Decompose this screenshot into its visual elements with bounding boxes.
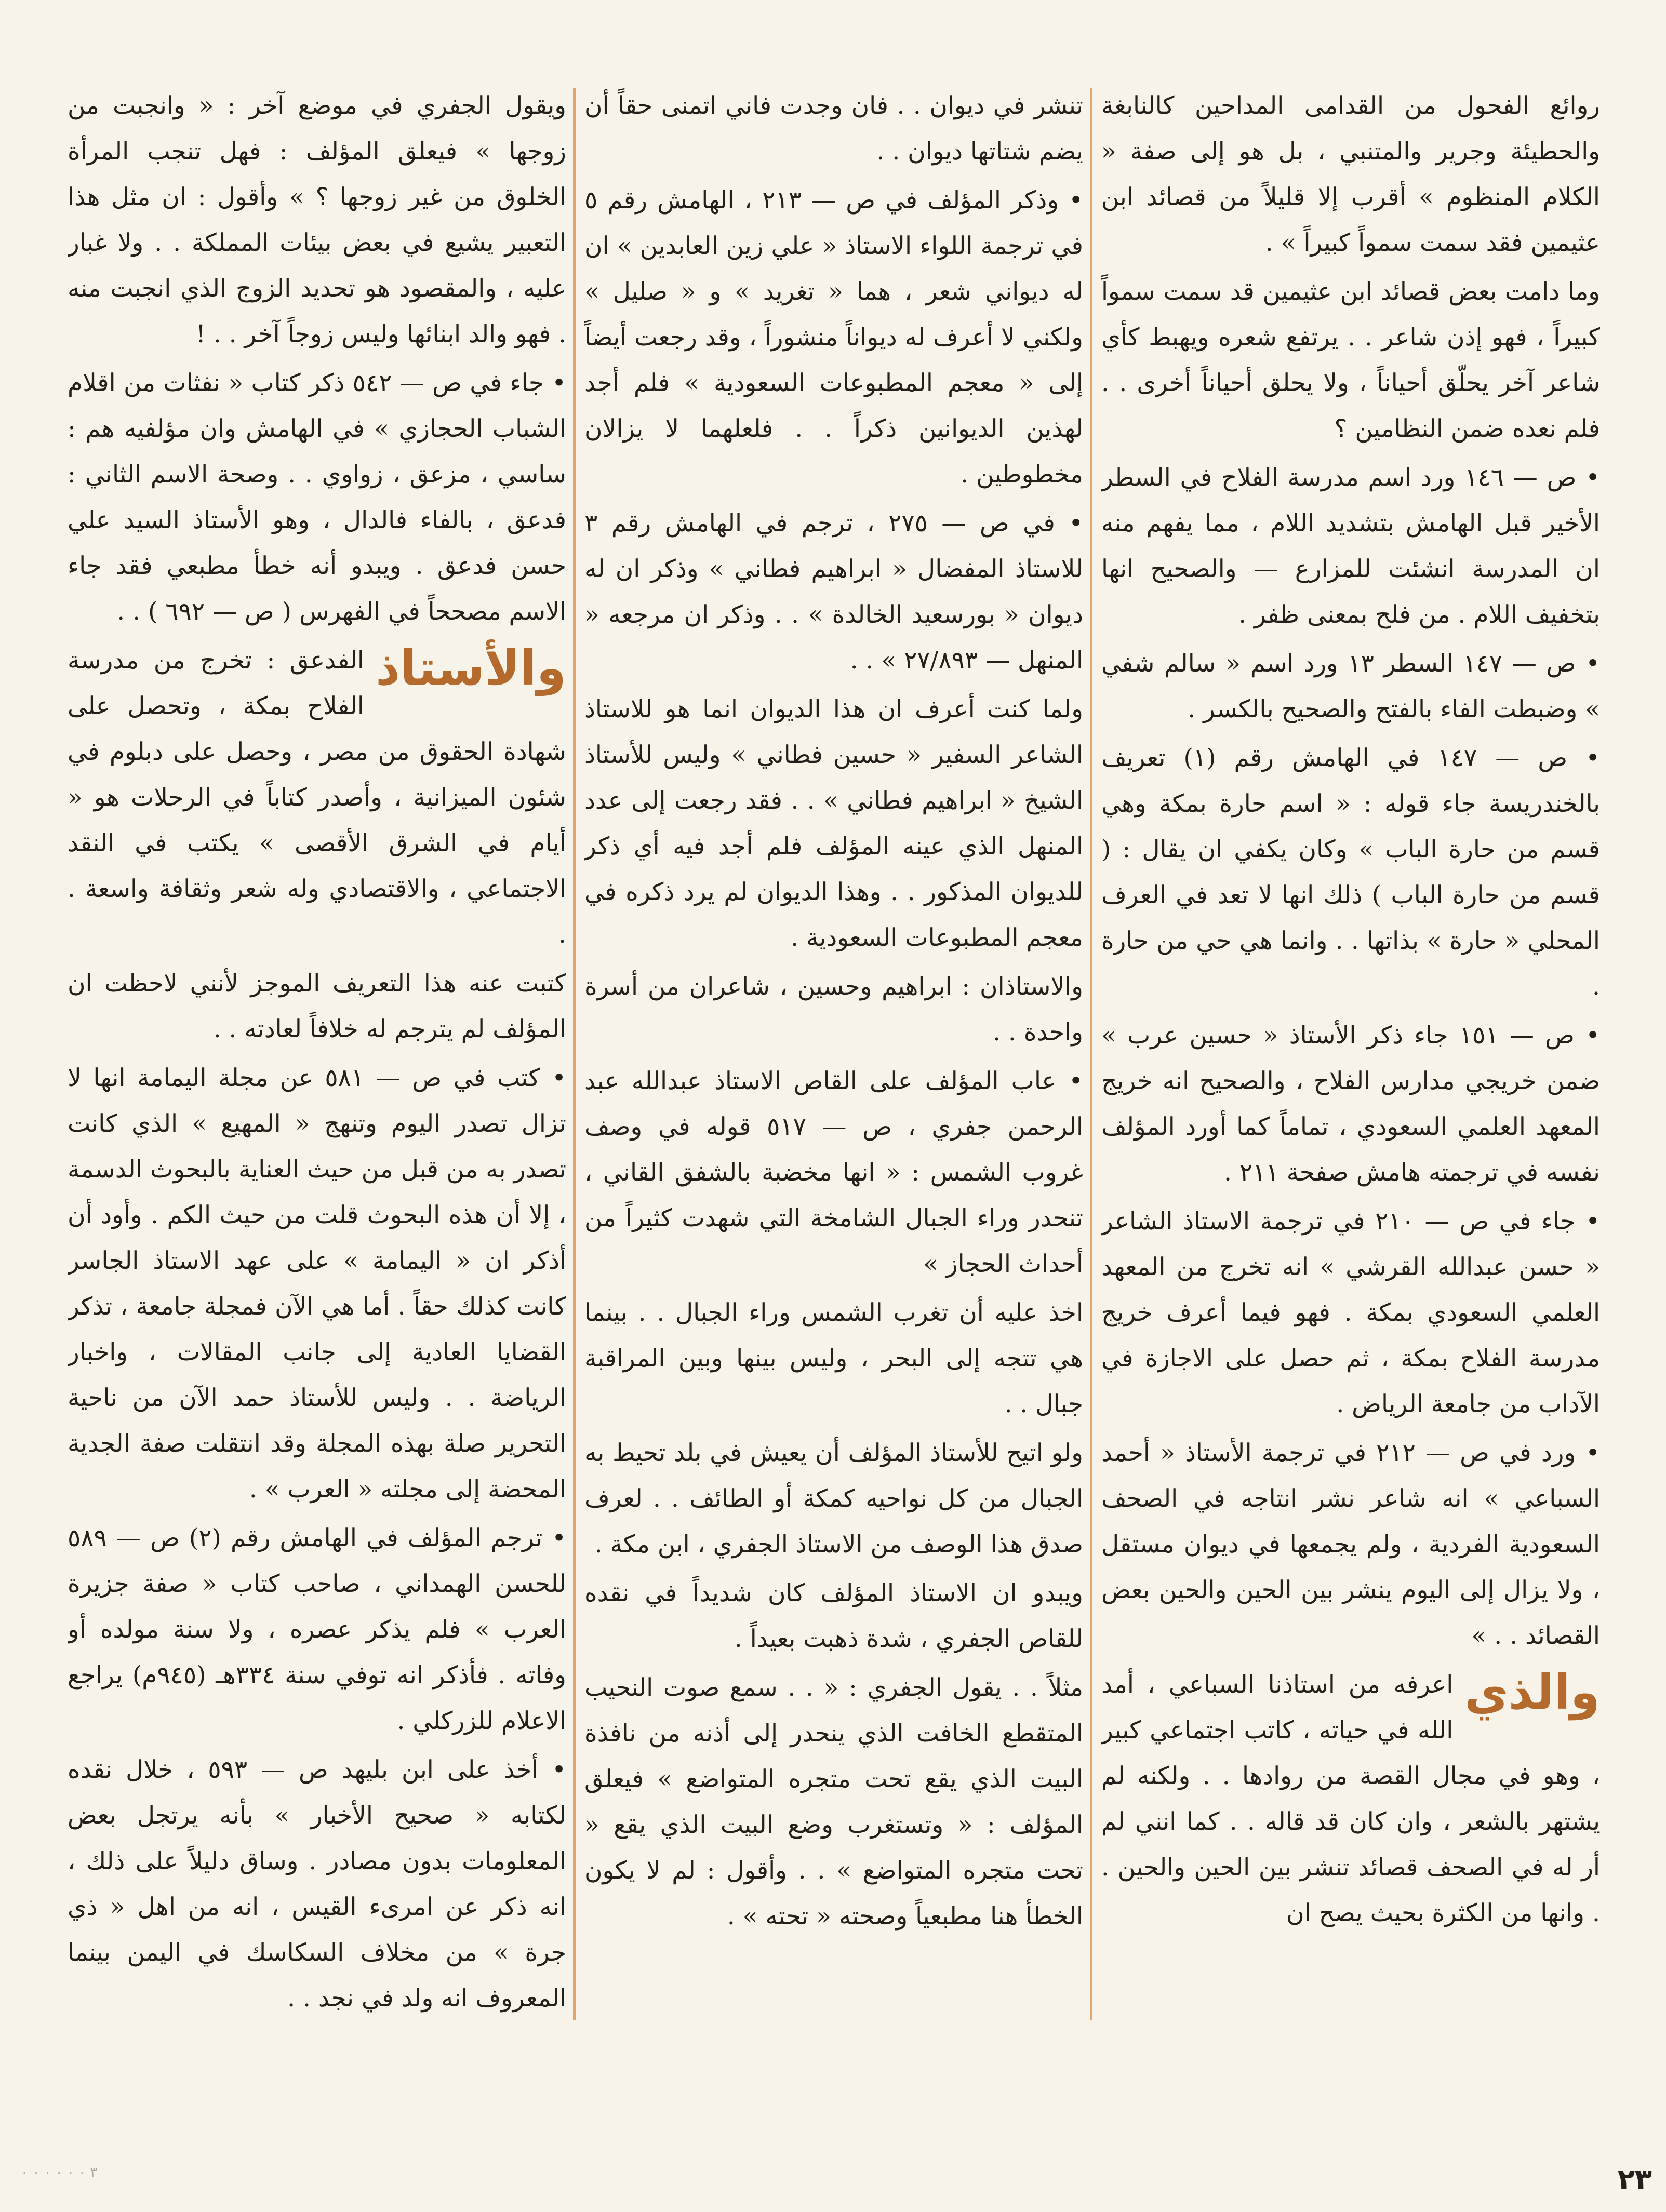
paragraph: • عاب المؤلف على القاص الاستاذ عبدالله عبد الرحمن جفري ، ص — ٥١٧ قوله في وصف غروب الشمس : « انها مخضبة بالشفق القاني ، تنحدر وراء الجبال الشامخة التي شهدت كثيراً من أحداث الحجاز » xyxy=(584,1067,1083,1278)
column-middle xyxy=(584,83,1083,2026)
paragraph: تنشر في ديوان . . فان وجدت فاني اتمنى حقاً أن يضم شتاتها ديوان . . xyxy=(584,91,1083,166)
page-number: ٢٣ xyxy=(1618,2163,1652,2196)
paragraph: • ص — ١٤٧ السطر ١٣ ورد اسم « سالم شفي » وضبطت الفاء بالفتح والصحيح بالكسر . xyxy=(1101,649,1600,723)
column-left xyxy=(68,83,566,2026)
paragraph: • كتب في ص — ٥٨١ عن مجلة اليمامة انها لا تزال تصدر اليوم وتنهج « المهيع » الذي كانت تصدر به من قبل من حيث العناية بالبحوث الدسمة ، إلا أن هذه البحوث قلت من حيث الكم . وأود أن أذكر ان « اليمامة » على عهد الاستاذ الجاسر كانت كذلك حقاً . أما هي الآن فمجلة جامعة ، تذكر القضايا العادية إلى جانب المقالات ، واخبار الرياضة . . وليس للأستاذ حمد الآن من ناحية التحرير صلة بهذه المجلة وقد انتقلت صفة الجدية المحضة إلى مجلته « العرب » . xyxy=(68,1064,566,1504)
paragraph: • ص — ١٤٧ في الهامش رقم (١) تعريف بالخندريسة جاء قوله : « اسم حارة بمكة وهي قسم من حارة الباب » وكان يكفي ان يقال : ( قسم من حارة الباب ) ذلك انها لا تعد في العرف المحلي « حارة » بذاتها . . وانما هي حي من حارة . xyxy=(1101,744,1600,1001)
drop-paragraph xyxy=(68,638,566,958)
paragraph: • ص — ١٤٦ ورد اسم مدرسة الفلاح في السطر الأخير قبل الهامش بتشديد اللام ، مما يفهم منه ان المدرسة انشئت للمزارع — والصحيح انها بتخفيف اللام . من فلح بمعنى ظفر . xyxy=(1101,463,1600,629)
paragraph: ولما كنت أعرف ان هذا الديوان انما هو للاستاذ الشاعر السفير « حسين فطاني » وليس للأستاذ الشيخ « ابراهيم فطاني » . . فقد رجعت إلى عدد المنهل الذي عينه المؤلف فلم أجد فيه أي ذكر للديوان المذكور . . وهذا الديوان لم يرد ذكره في معجم المطبوعات السعودية . xyxy=(584,695,1083,952)
paragraph: • في ص — ٢٧٥ ، ترجم في الهامش رقم ٣ للاستاذ المفضال « ابراهيم فطاني » وذكر ان له ديوان « بورسعيد الخالدة » . . وذكر ان مرجعه « المنهل — ٢٧/٨٩٣ » . . xyxy=(584,509,1083,675)
paragraph: • أخذ على ابن بليهد ص — ٥٩٣ ، خلال نقده لكتابه « صحيح الأخبار » بأنه يرتجل بعض المعلومات بدون مصادر . وساق دليلاً على ذلك ، انه ذكر عن امرىء القيس ، انه من اهل « ذي جرة » من مخلاف السكاسك في اليمن بينما المعروف انه ولد في نجد . . xyxy=(68,1755,566,2013)
paragraph: اخذ عليه أن تغرب الشمس وراء الجبال . . بينما هي تتجه إلى البحر ، وليس بينها وبين المراقبة جبال . . xyxy=(584,1298,1083,1418)
paragraph: ويقول الجفري في موضع آخر : « وانجبت من زوجها » فيعلق المؤلف : فهل تنجب المرأة الخلوق من غير زوجها ؟ » وأقول : ان مثل هذا التعبير يشيع في بعض بيئات المملكة . . ولا غبار عليه ، والمقصود هو تحديد الزوج الذي انجبت منه . فهو والد ابنائها وليس زوجاً آخر . . ! xyxy=(68,91,566,348)
column-divider-left xyxy=(573,88,576,2020)
paragraph: مثلاً . . يقول الجفري : « . . سمع صوت النحيب المتقطع الخافت الذي ينحدر إلى أذنه من نافذة البيت الذي يقع تحت متجره المتواضع » فيعلق المؤلف : « وتستغرب وضع البيت الذي يقع « تحت متجره المتواضع » . . وأقول : لم لا يكون الخطأ هنا مطبعياً وصحته « تحته » . xyxy=(584,1673,1083,1931)
paragraph: • جاء في ص — ٥٤٢ ذكر كتاب « نفثات من اقلام الشباب الحجازي » في الهامش وان مؤلفيه هم : ساسي ، مزعق ، زواوي . . وصحة الاسم الثاني : فدعق ، بالفاء فالدال ، وهو الأستاذ السيد علي حسن فدعق . ويبدو أنه خطأ مطبعي فقد جاء الاسم مصححاً في الفهرس ( ص — ٦٩٢ ) . . xyxy=(68,369,566,626)
paragraph-text: اعرفه من استاذنا السباعي ، أمد الله في حياته ، كاتب اجتماعي كبير ، وهو في مجال القصة من روادها . . ولكنه لم يشتهر بالشعر ، وان كان قد قاله . . كما انني لم أر له في الصحف قصائد تنشر بين الحين والحين . . وانها من الكثرة بحيث يصح ان xyxy=(1101,1670,1600,1927)
paragraph: والاستاذان : ابراهيم وحسين ، شاعران من أسرة واحدة . . xyxy=(584,972,1083,1047)
column-right xyxy=(1101,83,1600,2026)
paragraph-text: الفدعق : تخرج من مدرسة الفلاح بمكة ، وتحصل على شهادة الحقوق من مصر ، وحصل على دبلوم في شئون الميزانية ، وأصدر كتاباً في الرحلات هو « أيام في الشرق الأقصى » يكتب في النقد الاجتماعي ، والاقتصادي وله شعر وثقافة واسعة . . xyxy=(68,646,566,949)
paragraph: ولو اتيح للأستاذ المؤلف أن يعيش في بلد تحيط به الجبال من كل نواحيه كمكة أو الطائف . . لعرف صدق هذا الوصف من الاستاذ الجفري ، ابن مكة . xyxy=(584,1439,1083,1559)
paragraph: • جاء في ص — ٢١٠ في ترجمة الاستاذ الشاعر « حسن عبدالله القرشي » انه تخرج من المعهد العلمي السعودي بمكة . فهو فيما أعرف خريج مدرسة الفلاح بمكة ، ثم حصل على الاجازة في الآداب من جامعة الرياض . xyxy=(1101,1207,1600,1418)
paragraph: ويبدو ان الاستاذ المؤلف كان شديداً في نقده للقاص الجفري ، شدة ذهبت بعيداً . xyxy=(584,1579,1083,1653)
paragraph: روائع الفحول من القدامى المداحين كالنابغة والحطيئة وجرير والمتنبي ، بل هو إلى صفة « الكلام المنظوم » أقرب إلا قليلاً من قصائد ابن عثيمين فقد سمت سمواً كبيراً » . xyxy=(1101,91,1600,257)
paragraph: • ورد في ص — ٢١٢ في ترجمة الأستاذ « أحمد السباعي » انه شاعر نشر انتاجه في الصحف السعودية الفردية ، ولم يجمعها في ديوان مستقل ، ولا يزال إلى اليوم ينشر بين الحين والحين بعض القصائد . . » xyxy=(1101,1439,1600,1650)
paragraph: وما دامت بعض قصائد ابن عثيمين قد سمت سمواً كبيراً ، فهو إذن شاعر . . يرتفع شعره ويهبط كأي شاعر آخر يحلّق أحياناً ، ولا يحلق أحياناً أخرى . . فلم نعده ضمن النظامين ؟ xyxy=(1101,277,1600,443)
printer-mark: ٣ ٠ ٠ ٠ ٠ ٠ ٠ xyxy=(21,2165,98,2180)
paragraph: • ترجم المؤلف في الهامش رقم (٢) ص — ٥٨٩ للحسن الهمداني ، صاحب كتاب « صفة جزيرة العرب » فلم يذكر عصره ، ولا سنة مولده أو وفاته . فأذكر انه توفي سنة ٣٣٤هـ (٩٤٥م) يراجع الاعلام للزركلي . xyxy=(68,1524,566,1735)
decorative-drop-word: والأستاذ xyxy=(375,640,566,696)
paragraph: • ص — ١٥١ جاء ذكر الأستاذ « حسين عرب » ضمن خريجي مدارس الفلاح ، والصحيح انه خريج المعهد العلمي السعودي ، تماماً كما أورد المؤلف نفسه في ترجمته هامش صفحة ٢١١ . xyxy=(1101,1021,1600,1187)
decorative-drop-word: والذي xyxy=(1464,1665,1600,1720)
column-divider-right xyxy=(1090,88,1092,2020)
paragraph: • وذكر المؤلف في ص — ٢١٣ ، الهامش رقم ٥ في ترجمة اللواء الاستاذ « علي زين العابدين » ان له ديواني شعر ، هما « تغريد » و « صليل » ولكني لا أعرف له ديواناً منشوراً ، وقد رجعت أيضاً إلى « معجم المطبوعات السعودية » فلم أجد لهذين الديوانين ذكراً . . فلعلهما لا يزالان مخطوطين . xyxy=(584,186,1083,489)
drop-paragraph xyxy=(1101,1662,1600,1936)
paragraph: كتبت عنه هذا التعريف الموجز لأنني لاحظت ان المؤلف لم يترجم له خلافاً لعادته . . xyxy=(68,969,566,1043)
